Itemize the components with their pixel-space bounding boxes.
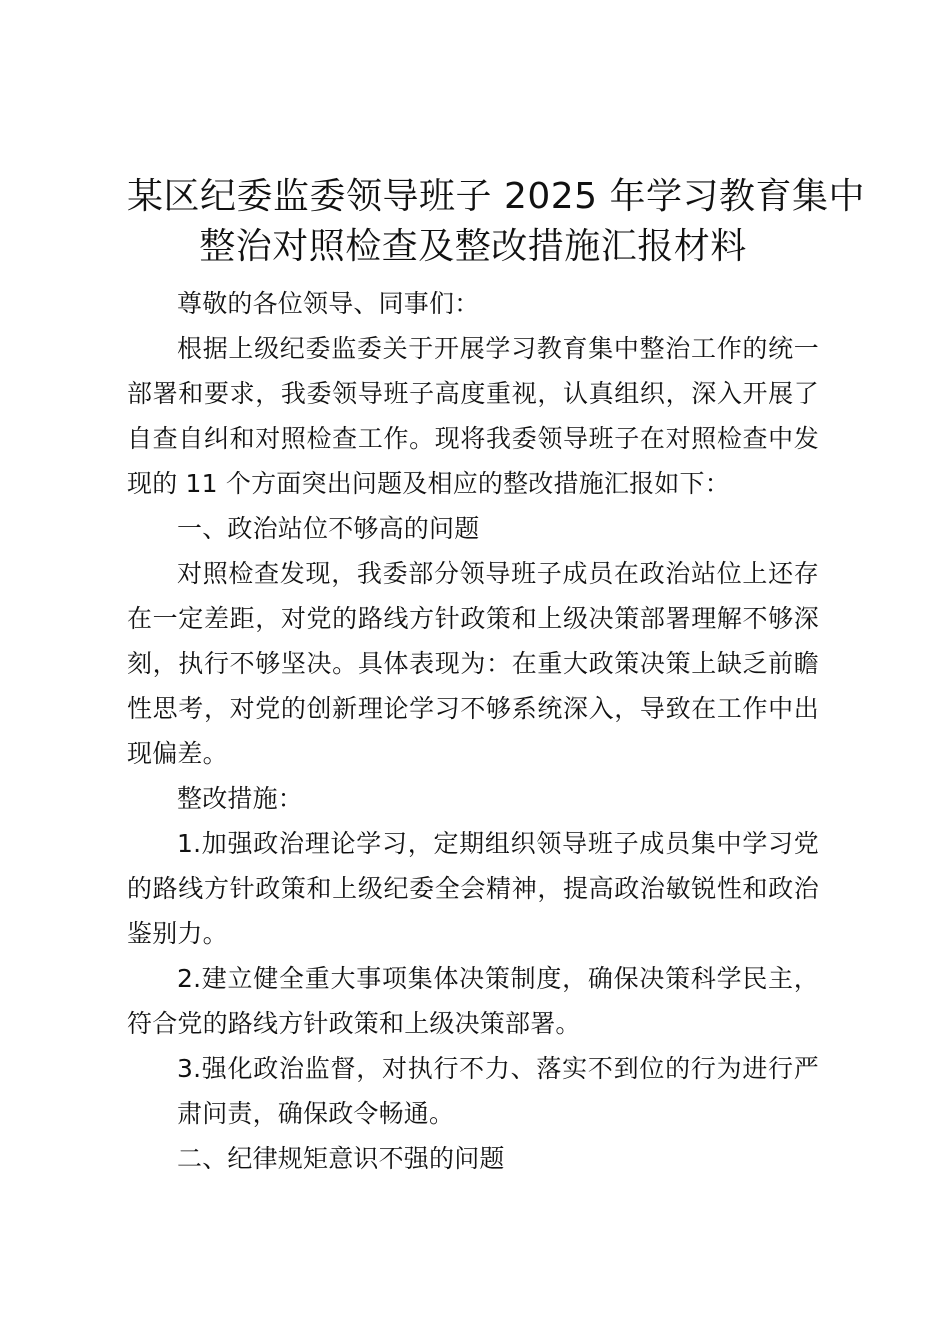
measures-heading: 整改措施： [177, 784, 304, 813]
document-title [127, 172, 866, 272]
section-heading-2: 二、纪律规矩意识不强的问题 [177, 1144, 505, 1173]
measure-item-1: 1.加强政治理论学习，定期组织领导班子成员集中学习党的路线方针政策和上级纪委全会精神，提高政治敏锐性和政治鉴别力。 [127, 829, 819, 948]
greeting-paragraph: 尊敬的各位领导、同事们： [177, 289, 480, 318]
title-line-2: 整治对照检查及整改措施汇报材料 [199, 226, 747, 267]
problem-description-paragraph: 对照检查发现，我委部分领导班子成员在政治站位上还存在一定差距，对党的路线方针政策和上级决策部署理解不够深刻，执行不够坚决。具体表现为：在重大政策决策上缺乏前瞻性思考，对党的创新理论学习不够系统深入，导致在工作中出现偏差。 [127, 559, 819, 768]
intro-paragraph: 根据上级纪委监委关于开展学习教育集中整治工作的统一部署和要求，我委领导班子高度重视，认真组织，深入开展了自查自纠和对照检查工作。现将我委领导班子在对照检查中发现的 11 个方面突出问题及相应的整改措施汇报如下： [127, 334, 819, 498]
title-line-1: 某区纪委监委领导班子 2025 年学习教育集中 [127, 176, 866, 217]
measure-item-2: 2.建立健全重大事项集体决策制度，确保决策科学民主，符合党的路线方针政策和上级决策部署。 [127, 964, 819, 1038]
measure-item-3: 3.强化政治监督，对执行不力、落实不到位的行为进行严肃问责，确保政令畅通。 [177, 1054, 819, 1128]
document-body [127, 172, 866, 1181]
section-heading-1: 一、政治站位不够高的问题 [177, 514, 480, 543]
